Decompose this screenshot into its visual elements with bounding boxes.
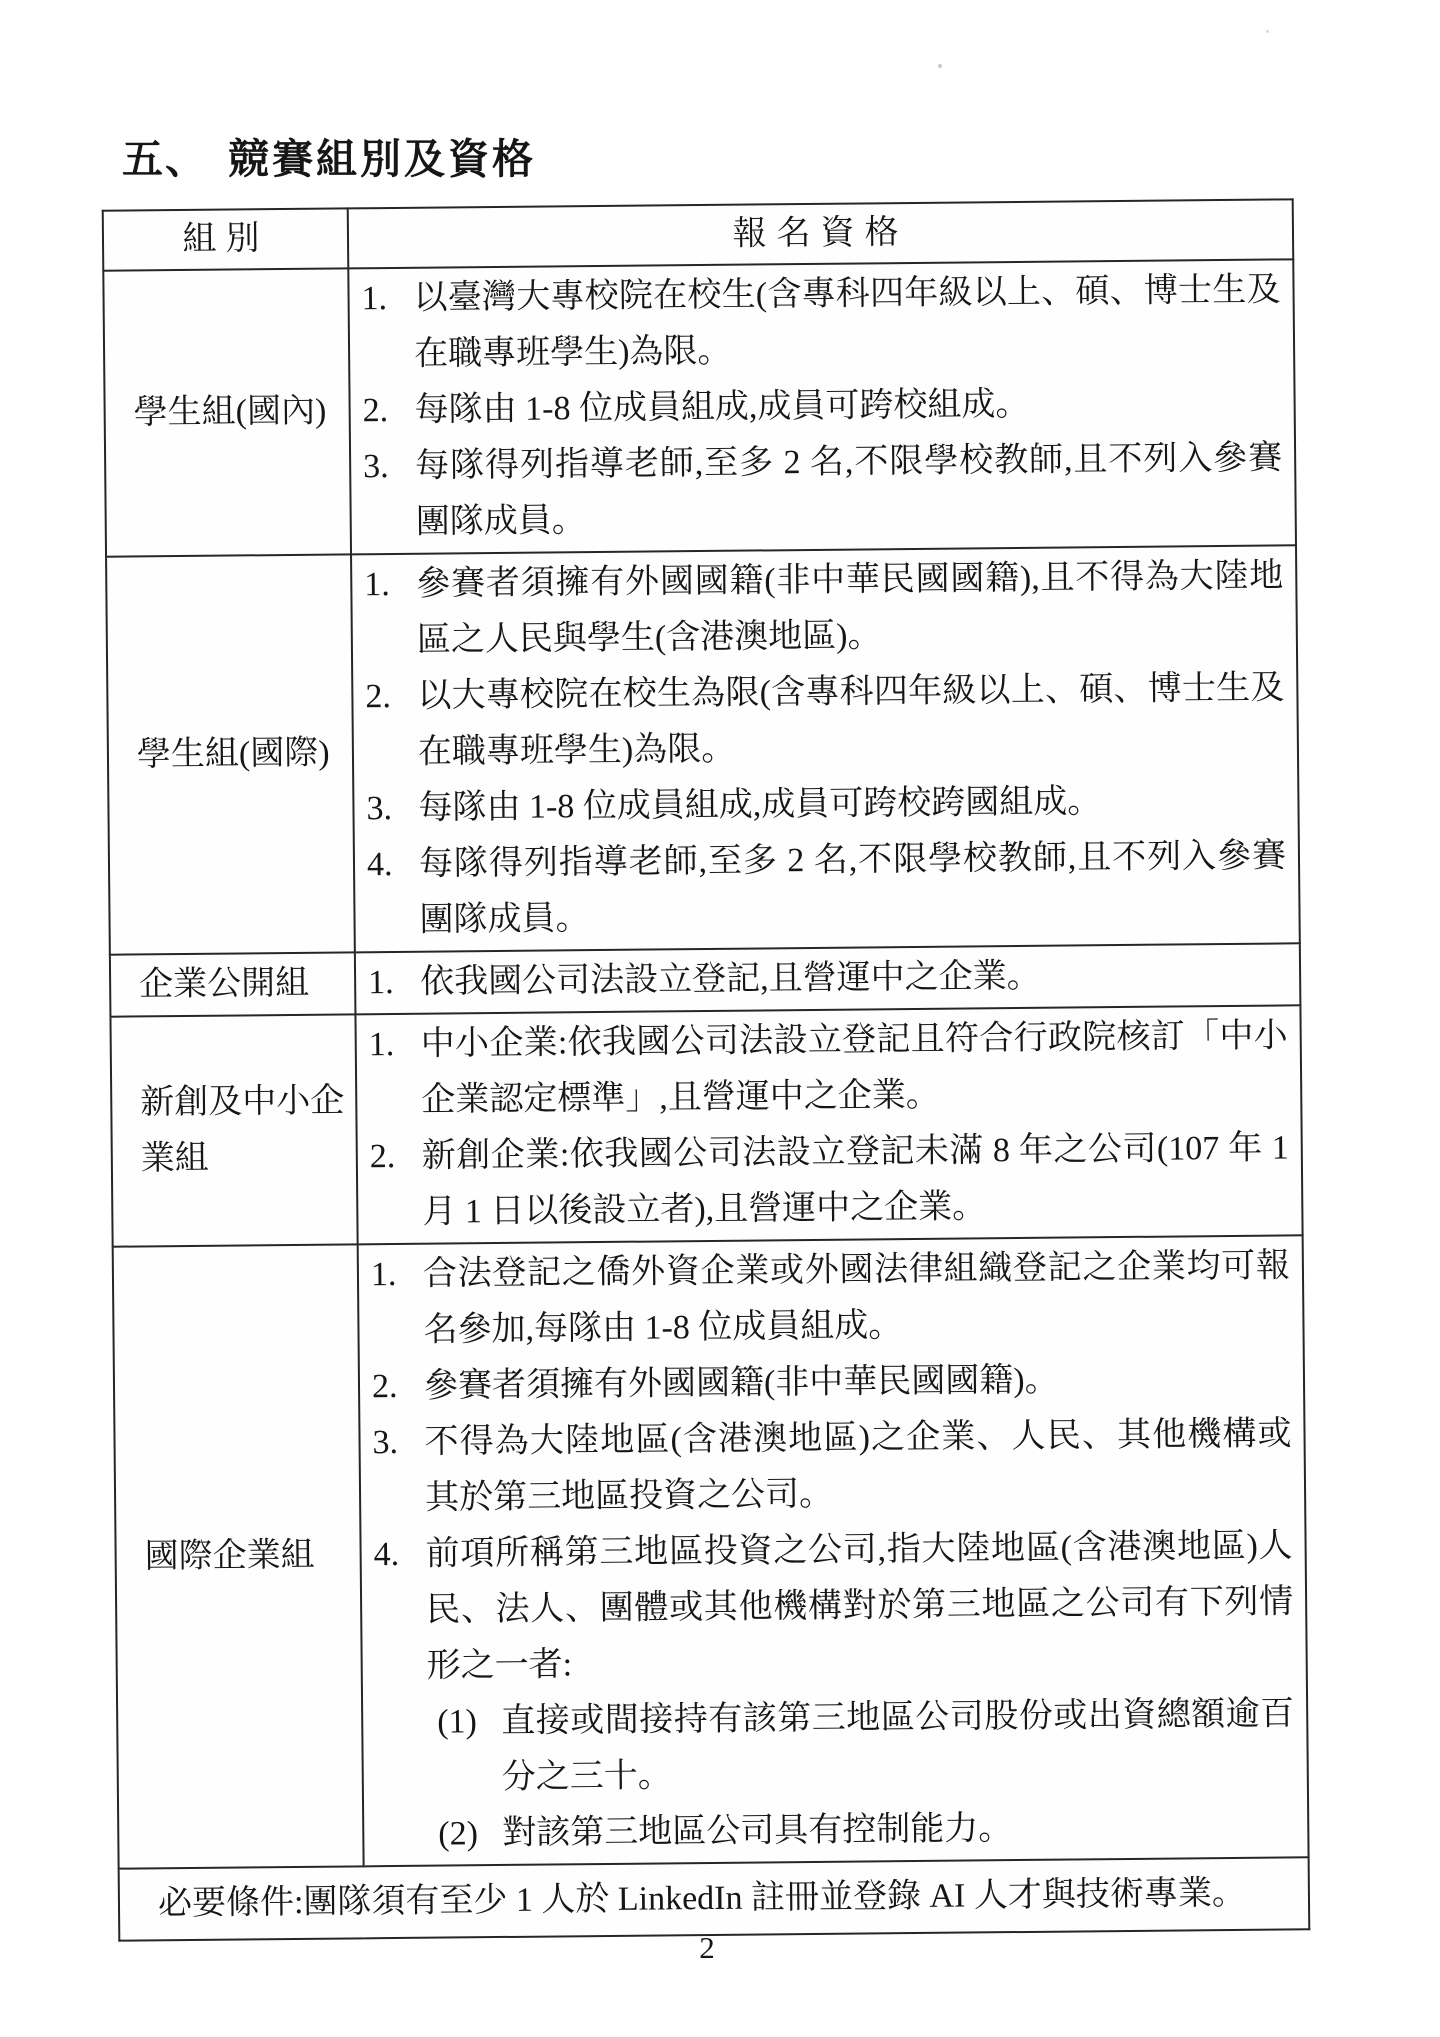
item-text-content: 每隊由 1-8 位成員組成,成員可跨校組成。 [414, 385, 1030, 429]
qualification-item [368, 946, 1287, 1011]
group-name: 企業公開組 [110, 952, 356, 1016]
section-title-text: 競賽組別及資格 [228, 136, 536, 182]
qualification-item [365, 660, 1285, 781]
qualification-item [366, 772, 1285, 837]
qualification-subitem [438, 1798, 1295, 1862]
qualification-cell [358, 1235, 1309, 1866]
item-text-content: 以臺灣大專校院在校生(含專科四年級以上、碩、博士生及在職專班學生)為限。 [413, 271, 1281, 373]
item-text [425, 1518, 1295, 1862]
item-text-content: 參賽者須擁有外國國籍(非中華民國國籍)。 [423, 1361, 1059, 1405]
item-number: 3. [363, 448, 389, 486]
item-text [424, 1350, 1291, 1414]
item-number: 2. [362, 392, 389, 430]
item-text [413, 262, 1281, 382]
item-number: 1. [361, 280, 388, 318]
qualification-item [362, 374, 1281, 439]
item-text [423, 1238, 1291, 1358]
header-qualification: 報名資格 [348, 199, 1294, 268]
qualification-cell [351, 545, 1300, 952]
item-text-content: 以大專校院在校生為限(含專科四年級以上、碩、博士生及在職專班學生)為限。 [417, 669, 1285, 771]
scan-noise-dot [741, 1254, 744, 1257]
qualification-cell [355, 943, 1301, 1014]
qualification-item [364, 548, 1284, 669]
subitem-text: 直接或間接持有該第三地區公司股份或出資總額逾百分之三十。 [501, 1695, 1295, 1796]
group-name: 新創及中小企業組 [110, 1014, 357, 1246]
section-number: 五、 [122, 136, 208, 182]
qualification-subitem [437, 1686, 1295, 1806]
table-row [110, 1005, 1302, 1246]
item-text [419, 828, 1287, 948]
group-name: 學生組(國際) [106, 554, 355, 954]
header-group: 組別 [103, 208, 349, 270]
item-text-content: 每隊得列指導老師,至多 2 名,不限學校教師,且不列入參賽團隊成員。 [418, 837, 1287, 939]
section-title [122, 136, 536, 182]
qualification-item [363, 430, 1283, 551]
item-number: 1. [368, 1025, 395, 1064]
item-text [415, 430, 1283, 550]
item-text-content: 中小企業:依我國公司法設立登記且符合行政院核訂「中小企業認定標準」,且營運中之企業。 [420, 1017, 1288, 1119]
item-text-content: 不得為大陸地區(含港澳地區)之企業、人民、其他機構或其於第三地區投資之公司。 [424, 1415, 1292, 1517]
page-number: 2 [699, 1930, 715, 1965]
item-text [416, 548, 1284, 668]
item-number: 2. [369, 1137, 396, 1176]
qualification-item [368, 1008, 1288, 1129]
item-number: 4. [373, 1535, 400, 1574]
qualification-item [370, 1120, 1290, 1241]
item-number: 3. [366, 790, 393, 828]
qualification-item [372, 1350, 1291, 1415]
qualification-item [371, 1238, 1291, 1359]
item-number: 2. [371, 1367, 398, 1406]
group-name: 國際企業組 [113, 1244, 364, 1868]
item-text [420, 946, 1287, 1010]
item-text-content: 新創企業:依我國公司法設立登記未滿 8 年之公司(107 年 1 月 1 日以後設立者),且營運中之企業。 [421, 1129, 1289, 1231]
item-text [417, 660, 1285, 780]
item-text [414, 374, 1281, 438]
qualification-table [102, 198, 1311, 1941]
table-row [103, 259, 1296, 556]
item-text-content: 每隊由 1-8 位成員組成,成員可跨校跨國組成。 [418, 783, 1102, 827]
qualification-item [373, 1518, 1295, 1863]
item-text [424, 1406, 1292, 1526]
scan-noise-dot [938, 64, 942, 68]
scan-noise-dot [1266, 30, 1269, 33]
qualification-item [367, 828, 1287, 949]
qualification-item [361, 262, 1281, 383]
table-row [113, 1235, 1309, 1868]
item-number: 1. [364, 566, 391, 604]
table-row [106, 545, 1300, 954]
qualification-item [372, 1406, 1292, 1527]
item-number: 3. [372, 1423, 399, 1462]
table-footer-row [119, 1857, 1310, 1940]
subitem-number: (1) [437, 1703, 478, 1741]
qualification-cell [348, 259, 1296, 554]
item-number: 2. [365, 678, 392, 716]
qualification-table-wrapper [102, 198, 1311, 1941]
item-text-content: 每隊得列指導老師,至多 2 名,不限學校教師,且不列入參賽團隊成員。 [415, 439, 1283, 541]
item-text-content: 前項所稱第三地區投資之公司,指大陸地區(含港澳地區)人民、法人、團體或其他機構對於第三地區之公司有下列情形之一者: [425, 1527, 1294, 1685]
item-text [420, 1008, 1288, 1128]
item-text-content: 參賽者須擁有外國國籍(非中華民國國籍),且不得為大陸地區之人民與學生(含港澳地區)。 [416, 557, 1284, 659]
item-number: 1. [370, 1255, 397, 1294]
item-text-content: 依我國公司法設立登記,且營運中之企業。 [419, 957, 1041, 1001]
item-text [422, 1120, 1290, 1240]
group-name: 學生組(國內) [103, 268, 351, 556]
item-number: 4. [366, 846, 393, 884]
item-number: 1. [367, 963, 394, 1002]
subitem-text: 對該第三地區公司具有控制能力。 [502, 1810, 1013, 1852]
subitem-number: (2) [438, 1815, 479, 1853]
item-text [418, 772, 1285, 836]
table-row [110, 943, 1301, 1016]
qualification-cell [355, 1005, 1302, 1244]
footer-note: 必要條件:團隊須有至少 1 人於 LinkedIn 註冊並登錄 AI 人才與技術專業。 [119, 1857, 1310, 1940]
item-text-content: 合法登記之僑外資企業或外國法律組織登記之企業均可報名參加,每隊由 1-8 位成員組成。 [422, 1247, 1291, 1349]
